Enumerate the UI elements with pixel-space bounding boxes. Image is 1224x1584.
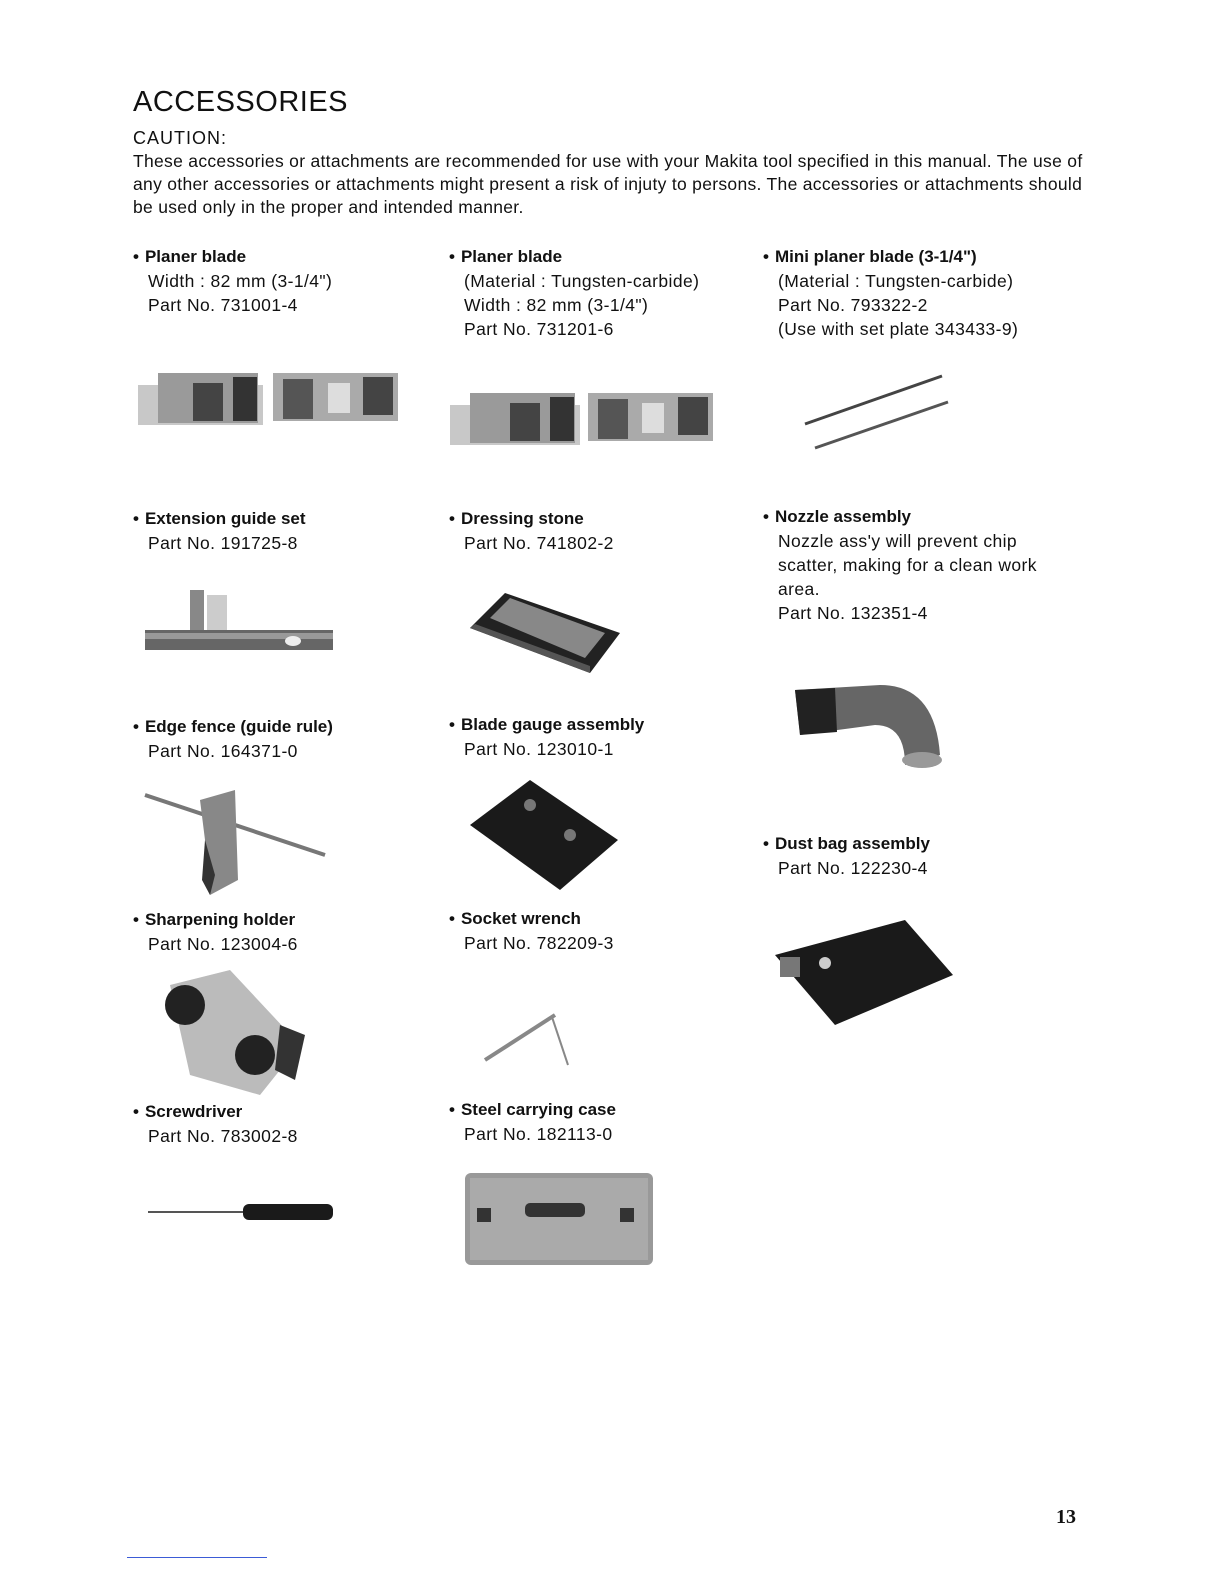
page-number: 13 [1056,1506,1076,1528]
steel-carrying-case-image [465,1168,655,1268]
item-detail: Nozzle ass'y will prevent chip [778,531,1018,551]
page-title: ACCESSORIES [133,86,348,118]
item-dust-bag-assembly [763,832,930,880]
planer-blade-carbide-image [450,385,715,445]
item-mini-planer-blade [763,245,1018,341]
screwdriver-image [148,1198,338,1226]
item-name: • Mini planer blade (3-1/4") [763,245,1018,269]
item-screwdriver [133,1100,298,1148]
item-part-no: Part No. 123010-1 [464,739,614,759]
item-detail: Width : 82 mm (3-1/4") [464,295,649,315]
item-name: • Screwdriver [133,1100,298,1124]
item-edge-fence [133,715,333,763]
dressing-stone-image [465,588,625,678]
item-name: • Planer blade [133,245,332,269]
item-detail: Width : 82 mm (3-1/4") [148,271,333,291]
footer-divider [127,1557,267,1558]
caution-label: CAUTION: [133,128,228,148]
extension-guide-set-image [145,585,335,655]
item-name: • Edge fence (guide rule) [133,715,333,739]
item-part-no: Part No. 164371-0 [148,741,298,761]
item-detail: area. [778,579,820,599]
item-extension-guide-set [133,507,306,555]
socket-wrench-image [480,1005,570,1075]
item-part-no: Part No. 793322-2 [778,295,928,315]
item-part-no: Part No. 782209-3 [464,933,614,953]
item-nozzle-assembly [763,505,1037,625]
planer-blade-image [138,365,400,427]
item-planer-blade [133,245,332,317]
item-part-no: Part No. 783002-8 [148,1126,298,1146]
item-name: • Steel carrying case [449,1098,616,1122]
item-name: • Dressing stone [449,507,614,531]
item-name: • Planer blade [449,245,699,269]
item-detail: (Material : Tungsten-carbide) [464,271,700,291]
item-detail: scatter, making for a clean work [778,555,1037,575]
item-steel-carrying-case [449,1098,616,1146]
item-name: • Socket wrench [449,907,614,931]
item-dressing-stone [449,507,614,555]
item-socket-wrench [449,907,614,955]
blade-gauge-assembly-image [470,780,620,895]
sharpening-holder-image [150,965,310,1100]
item-part-no: Part No. 132351-4 [778,603,928,623]
item-part-no: Part No. 731001-4 [148,295,298,315]
item-name: • Blade gauge assembly [449,713,644,737]
mini-planer-blade-image [800,372,950,452]
item-blade-gauge-assembly [449,713,644,761]
item-part-no: Part No. 731201-6 [464,319,614,339]
item-part-no: Part No. 182113-0 [464,1124,613,1144]
item-part-no: Part No. 741802-2 [464,533,614,553]
item-sharpening-holder [133,908,298,956]
item-detail: (Material : Tungsten-carbide) [778,271,1014,291]
item-part-no: Part No. 122230-4 [778,858,928,878]
edge-fence-image [140,780,330,900]
item-detail: (Use with set plate 343433-9) [778,319,1019,339]
item-name: • Extension guide set [133,507,306,531]
item-part-no: Part No. 123004-6 [148,934,298,954]
nozzle-assembly-image [795,680,945,770]
item-planer-blade-carbide [449,245,699,341]
item-name: • Dust bag assembly [763,832,930,856]
item-name: • Sharpening holder [133,908,298,932]
item-part-no: Part No. 191725-8 [148,533,298,553]
dust-bag-assembly-image [775,915,955,1030]
caution-text: These accessories or attachments are recommended for use with your Makita tool specified in this manual. The use of any other accessories or attachments might present a risk of injuty to persons. The accessories or attachments should be used only in the proper and intended manner. [133,151,1083,217]
item-name: • Nozzle assembly [763,505,1037,529]
